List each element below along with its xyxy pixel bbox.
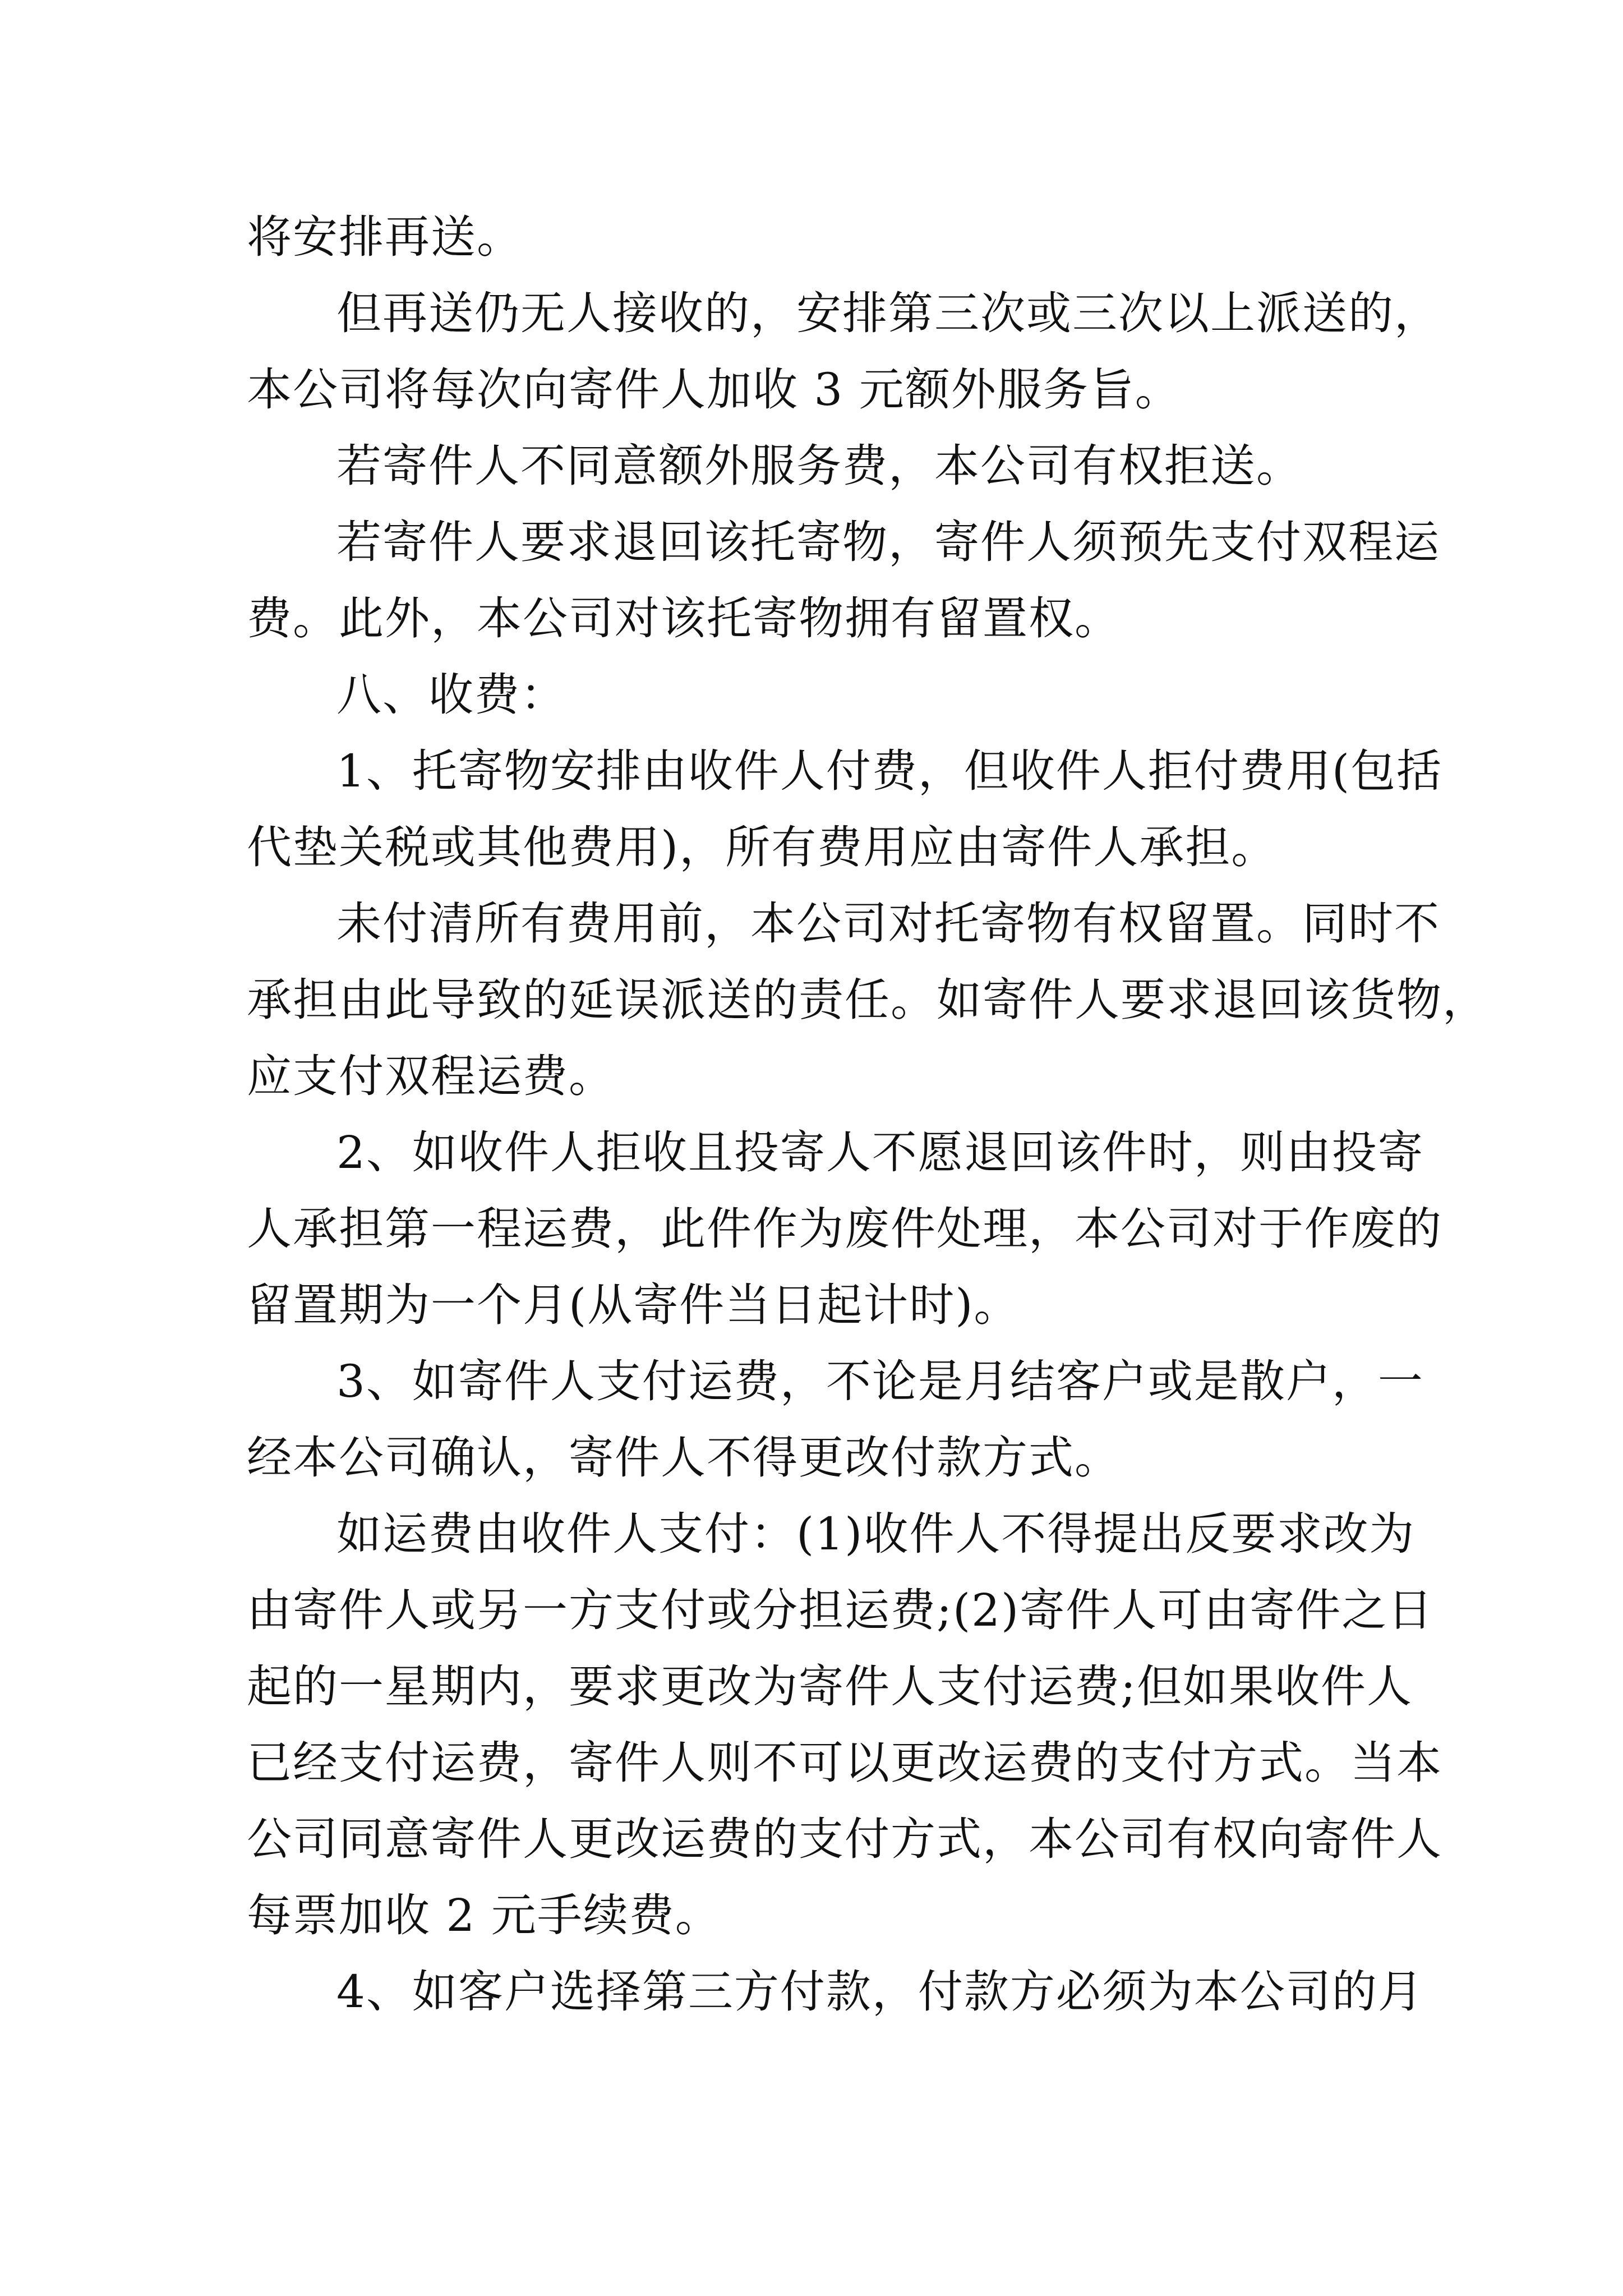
paragraph-line: 承担由此导致的延误派送的责任。如寄件人要求退回该货物， <box>247 974 1488 1026</box>
paragraph-line: 费。此外，本公司对该托寄物拥有留置权。 <box>247 592 1121 645</box>
paragraph-line: 公司同意寄件人更改运费的支付方式，本公司有权向寄件人 <box>247 1813 1442 1865</box>
paragraph-line: 已经支付运费，寄件人则不可以更改运费的支付方式。当本 <box>247 1737 1442 1789</box>
document-body <box>247 199 1488 2030</box>
paragraph-line: 未付清所有费用前，本公司对托寄物有权留置。同时不 <box>336 898 1440 950</box>
paragraph-line: 3、如寄件人支付运费，不论是月结客户或是散户，一 <box>336 1355 1424 1407</box>
paragraph-line: 1、托寄物安排由收件人付费，但收件人拒付费用(包括 <box>336 745 1443 797</box>
paragraph-line: 经本公司确认，寄件人不得更改付款方式。 <box>247 1432 1121 1484</box>
paragraph-line: 但再送仍无人接收的，安排第三次或三次以上派送的， <box>336 287 1440 339</box>
section-heading: 八、收费： <box>336 669 566 721</box>
paragraph-line: 人承担第一程运费，此件作为废件处理，本公司对于作废的 <box>247 1203 1442 1255</box>
paragraph-line: 本公司将每次向寄件人加收 3 元额外服务旨。 <box>247 364 1181 416</box>
paragraph-line: 如运费由收件人支付：(1)收件人不得提出反要求改为 <box>336 1508 1415 1560</box>
paragraph-line: 起的一星期内，要求更改为寄件人支付运费;但如果收件人 <box>247 1660 1413 1713</box>
paragraph-line: 代垫关税或其他费用)，所有费用应由寄件人承担。 <box>247 821 1278 873</box>
paragraph-line: 留置期为一个月(从寄件当日起计时)。 <box>247 1279 1020 1331</box>
paragraph-line: 由寄件人或另一方支付或分担运费;(2)寄件人可由寄件之日 <box>247 1584 1434 1636</box>
paragraph-line: 每票加收 2 元手续费。 <box>247 1889 721 1941</box>
paragraph-line: 若寄件人要求退回该托寄物，寄件人须预先支付双程运 <box>336 516 1440 568</box>
paragraph-line: 应支付双程运费。 <box>247 1050 615 1102</box>
paragraph-line: 将安排再送。 <box>247 211 523 263</box>
paragraph-line: 4、如客户选择第三方付款，付款方必须为本公司的月 <box>336 1966 1424 2018</box>
paragraph-line: 若寄件人不同意额外服务费，本公司有权拒送。 <box>336 440 1302 492</box>
paragraph-line: 2、如收件人拒收且投寄人不愿退回该件时，则由投寄 <box>336 1126 1424 1179</box>
